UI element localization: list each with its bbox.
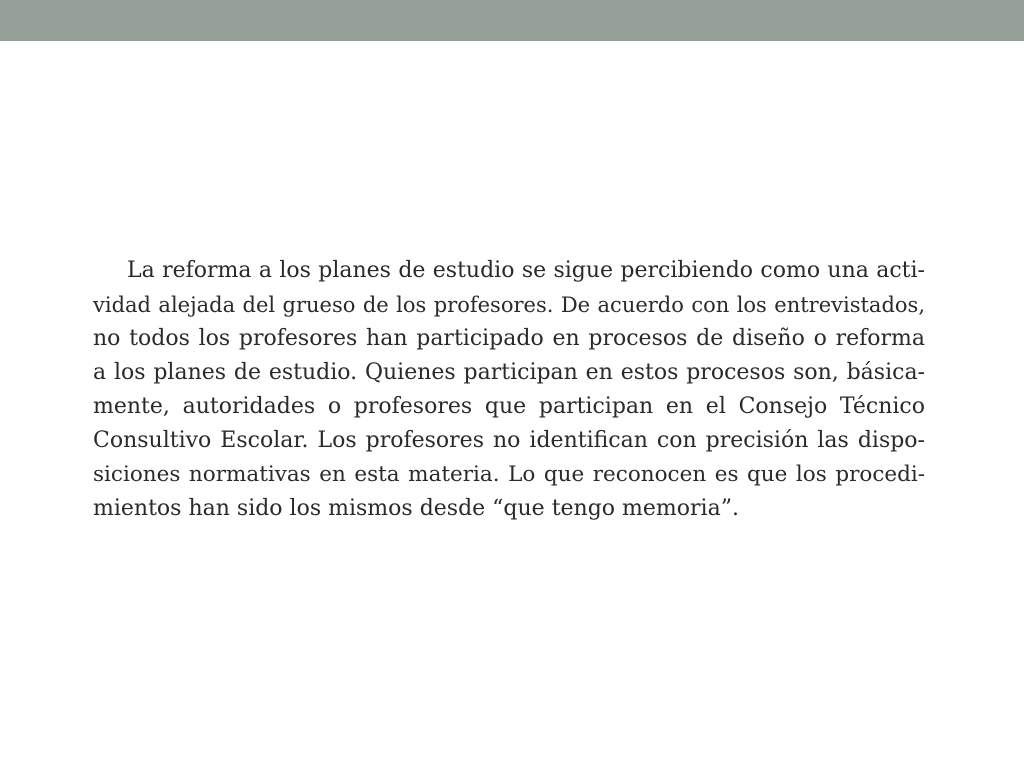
paragraph-line: a los planes de estudio. Quienes participan en estos procesos son, básica- (93, 360, 925, 385)
top-banner (0, 0, 1024, 41)
paragraph-line: mientos han sido los mismos desde “que tengo memoria”. (93, 496, 739, 521)
paragraph-line: no todos los profesores han participado en procesos de diseño o reforma (93, 326, 925, 351)
paragraph-line: Consultivo Escolar. Los profesores no identifican con precisión las dispo- (93, 428, 925, 453)
paragraph-line: siciones normativas en esta materia. Lo que reconocen es que los procedi- (93, 462, 925, 487)
paragraph-line: vidad alejada del grueso de los profesores. De acuerdo con los entrevistados, (93, 293, 925, 317)
paragraph-line: La reforma a los planes de estudio se sigue percibiendo como una acti- (127, 258, 925, 283)
body-paragraph (93, 254, 925, 526)
paragraph-line: mente, autoridades o profesores que participan en el Consejo Técnico (93, 394, 925, 419)
